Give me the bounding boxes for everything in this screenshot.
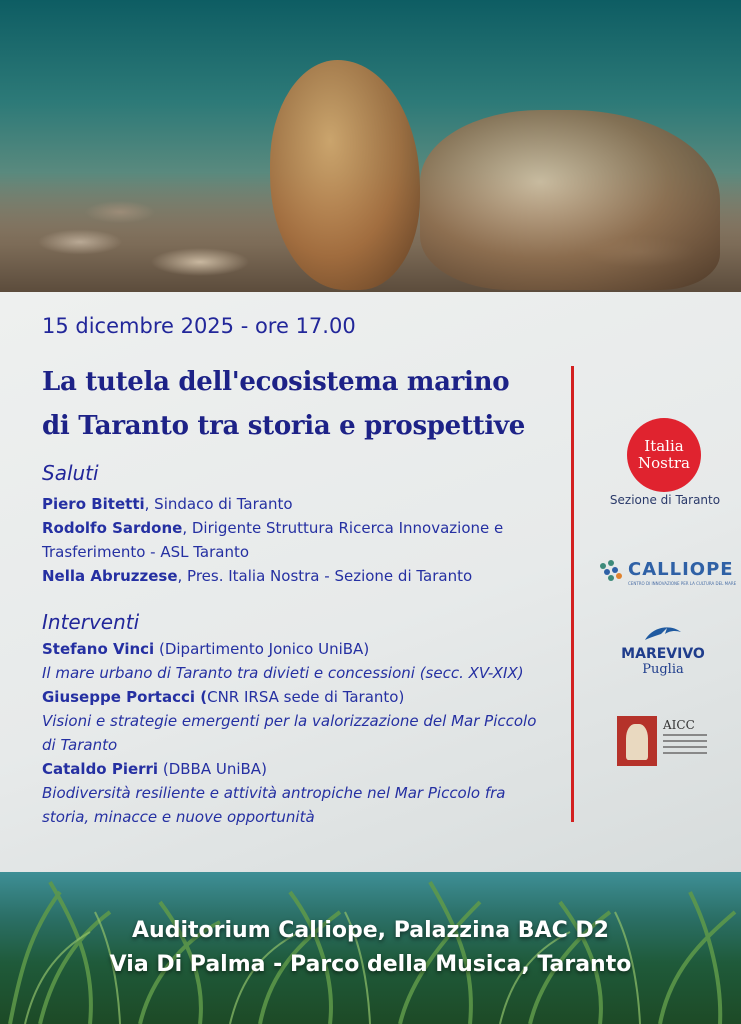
event-title [42, 360, 562, 448]
venue-line-2: Via Di Palma - Parco della Musica, Taranto [109, 952, 632, 977]
speaker-name: Stefano Vinci [42, 640, 155, 658]
list-item [42, 564, 552, 588]
speaker-name: Giuseppe Portacci ( [42, 688, 208, 706]
seahorse [270, 60, 420, 290]
interventi-list [42, 637, 552, 829]
talk-title: Il mare urbano di Taranto tra divieti e concessioni (secc. XV-XIX) [42, 664, 524, 682]
marevivo-name: MAREVIVO [621, 646, 705, 662]
marevivo-logo [618, 622, 708, 682]
aicc-fine-print [663, 734, 707, 758]
list-item [42, 685, 552, 709]
marevivo-region: Puglia [642, 662, 684, 677]
title-line-1: La tutela dell'ecosistema marino [42, 367, 510, 397]
aicc-logo [617, 716, 709, 768]
speaker-role: , Dirigente Struttura Ricerca Innovazione e [182, 519, 504, 537]
event-date: 15 dicembre 2025 - ore 17.00 [42, 314, 356, 338]
list-item [42, 492, 552, 516]
speaker-affiliation: (Dipartimento Jonico UniBA) [154, 640, 370, 658]
speaker-name: Nella Abruzzese [42, 567, 178, 585]
talk-title: Biodiversità resiliente e attività antropiche nel Mar Piccolo fra [42, 784, 506, 802]
calliope-subtitle: CENTRO DI INNOVAZIONE PER LA CULTURA DEL MARE [628, 581, 737, 586]
title-line-2: di Taranto tra storia e prospettive [42, 411, 525, 441]
saluti-list [42, 492, 552, 588]
aicc-name: AICC [663, 718, 695, 732]
speaker-name: Piero Bitetti [42, 495, 145, 513]
speaker-role: , Pres. Italia Nostra - Sezione di Taranto [177, 567, 473, 585]
logo-text: Nostra [638, 454, 690, 472]
dolphin-icon [643, 622, 683, 644]
logo-text: Italia [644, 437, 684, 455]
aicc-emblem [617, 716, 657, 766]
italia-nostra-logo [627, 418, 701, 492]
talk-title-cont: storia, minacce e nuove opportunità [42, 808, 315, 826]
speaker-affiliation: CNR IRSA sede di Taranto) [207, 688, 405, 706]
talk-title: Visioni e strategie emergenti per la valorizzazione del Mar Piccolo [42, 712, 537, 730]
hero-seahorse-photo [0, 0, 741, 292]
speaker-role: , Sindaco di Taranto [144, 495, 293, 513]
statue-icon [626, 724, 648, 760]
speaker-affiliation: (DBBA UniBA) [158, 760, 267, 778]
speaker-name: Cataldo Pierri [42, 760, 159, 778]
list-item [42, 516, 552, 540]
saluti-heading: Saluti [42, 461, 99, 485]
calliope-name: CALLIOPE [628, 559, 734, 580]
list-item [42, 757, 552, 781]
list-item [42, 637, 552, 661]
italia-nostra-caption: Sezione di Taranto [609, 493, 721, 507]
talk-title-cont: di Taranto [42, 736, 118, 754]
speaker-role-cont: Trasferimento - ASL Taranto [42, 543, 250, 561]
venue-line-1: Auditorium Calliope, Palazzina BAC D2 [132, 918, 609, 943]
speaker-name: Rodolfo Sardone [42, 519, 183, 537]
oyster-cluster [420, 110, 720, 290]
venue [0, 914, 741, 982]
interventi-heading: Interventi [42, 610, 140, 634]
red-divider [571, 366, 574, 822]
